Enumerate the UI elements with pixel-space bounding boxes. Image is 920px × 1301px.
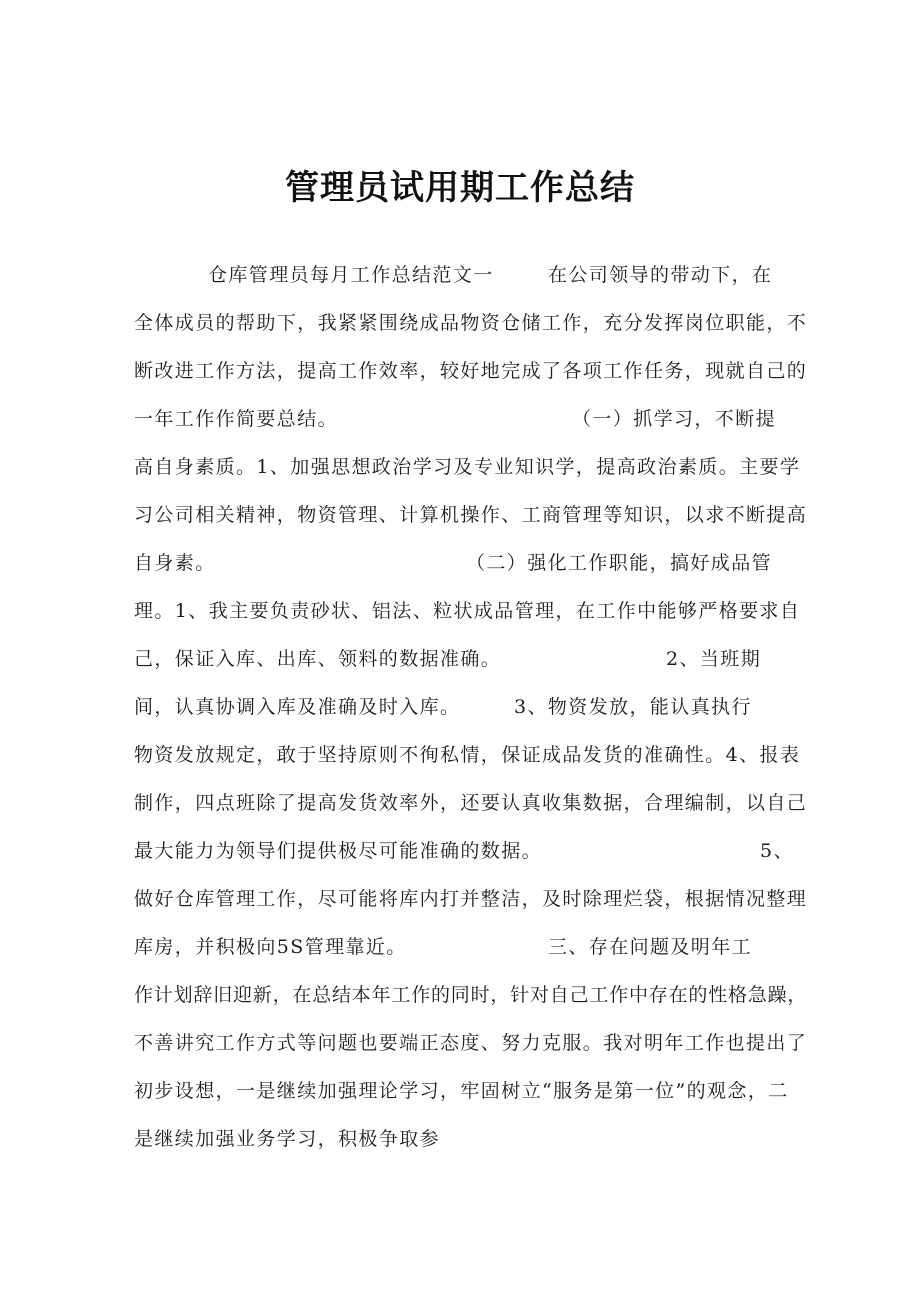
line-18: 初步设想，一是继续加强理论学习，牢固树立“服务是第一位”的观念，二 (134, 1080, 789, 1102)
line-7b: （二）强化工作职能，搞好成品管 (466, 552, 773, 574)
line-4b: （一）抓学习，不断提 (572, 408, 777, 430)
line-8: 理。1、我主要负责砂状、铝法、粒状成品管理，在工作中能够严格要求自 (134, 600, 801, 622)
line-10b: 3、物资发放，能认真执行 (514, 696, 752, 718)
line-3: 断改进工作方法，提高工作效率，较好地完成了各项工作任务，现就自己的 (134, 360, 808, 382)
line-16: 作计划辞旧迎新，在总结本年工作的同时，针对自己工作中存在的性格急躁， (134, 984, 808, 1006)
line-15b: 三、存在问题及明年工 (548, 936, 753, 958)
line-13b: 5、 (760, 840, 794, 862)
line-4a: 一年工作作简要总结。 (134, 408, 339, 430)
document-title: 管理员试用期工作总结 (285, 168, 635, 208)
line-12: 制作，四点班除了提高发货效率外，还要认真收集数据，合理编制，以自己 (134, 792, 808, 814)
line-10a: 间，认真协调入库及准确及时入库。 (134, 696, 461, 718)
line-6: 习公司相关精神，物资管理、计算机操作、工商管理等知识，以求不断提高 (134, 504, 808, 526)
line-15a: 库房，并积极向5S管理靠近。 (134, 936, 407, 958)
line-19: 是继续加强业务学习，积极争取参 (134, 1128, 441, 1150)
line-9b: 2、当班期 (666, 648, 762, 670)
line-2: 全体成员的帮助下，我紧紧围绕成品物资仓储工作，充分发挥岗位职能，不 (134, 312, 808, 334)
line-7a: 自身素。 (134, 552, 216, 574)
line-14: 做好仓库管理工作，尽可能将库内打并整洁，及时除理烂袋，根据情况整理 (134, 888, 808, 910)
line-11: 物资发放规定，敢于坚持原则不徇私情，保证成品发货的准确性。4、报表 (134, 744, 801, 766)
line-9a: 己，保证入库、出库、领料的数据准确。 (134, 648, 502, 670)
line-1b: 在公司领导的带动下，在 (548, 264, 773, 286)
line-13a: 最大能力为领导们提供极尽可能准确的数据。 (134, 840, 543, 862)
line-5: 高自身素质。1、加强思想政治学习及专业知识学，提高政治素质。主要学 (134, 456, 801, 478)
line-1a: 仓库管理员每月工作总结范文一 (208, 264, 494, 286)
line-17: 不善讲究工作方式等问题也要端正态度、努力克服。我对明年工作也提出了 (134, 1032, 808, 1054)
